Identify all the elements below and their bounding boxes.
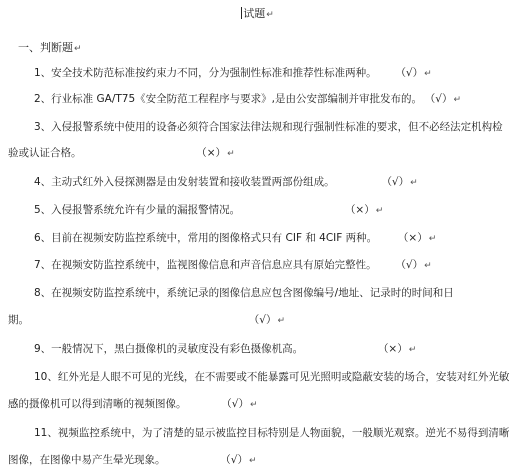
question-8: 8、在视频安防监控系统中，系统记录的图像信息应包含图像编号/地址、记录时的时间和日 bbox=[34, 287, 454, 299]
answer-mark: （√） bbox=[400, 67, 424, 79]
section-heading: 一、判断题↵ bbox=[18, 41, 82, 54]
answer-mark: （√） bbox=[226, 398, 249, 410]
answer-mark: （×） bbox=[383, 343, 408, 355]
question-11: 11、视频监控系统中，为了清楚的显示被监控目标特别是人物面貌，一般顺光观察。逆光不易得到清晰 bbox=[34, 427, 510, 439]
question-3: 3、入侵报警系统中使用的设备必须符合国家法律法规和现行强制性标准的要求，但不必经法定机构检 bbox=[34, 121, 503, 133]
question-1: 1、安全技术防范标准按约束力不同，分为强制性标准和推荐性标准两种。 （√）↵ bbox=[34, 67, 432, 79]
answer-mark: （√） bbox=[254, 314, 277, 326]
document-title: 试题↵ bbox=[243, 7, 274, 20]
question-4: 4、主动式红外入侵探测器是由发射装置和接收装置两部份组成。 （√）↵ bbox=[34, 176, 418, 188]
question-5: 5、入侵报警系统允许有少量的漏报警情况。 （×）↵ bbox=[34, 204, 384, 216]
question-10: 10、红外光是人眼不可见的光线，在不需要或不能暴露可见光照明或隐蔽安装的场合，安装对红外光敏 bbox=[34, 371, 510, 383]
question-10-continued: 感的摄像机可以得到清晰的视频图像。 （√）↵ bbox=[8, 398, 258, 410]
question-3-continued: 验或认证合格。 （×）↵ bbox=[8, 147, 235, 159]
question-2: 2、行业标准 GA/T75《安全防范工程程序与要求》,是由公安部编制并审批发布的。 （√）↵ bbox=[34, 93, 461, 105]
question-6: 6、目前在视频安防监控系统中，常用的图像格式只有 CIF 和 4CIF 两种。 （×）↵ bbox=[34, 232, 437, 244]
answer-mark: （√） bbox=[225, 454, 248, 466]
answer-mark: （√） bbox=[430, 93, 453, 105]
question-11-continued: 图像，在图像中易产生晕光现象。 （√）↵ bbox=[8, 454, 257, 466]
question-8-continued: 期。 （√）↵ bbox=[8, 314, 285, 326]
answer-mark: （√） bbox=[386, 176, 410, 188]
answer-mark: （√） bbox=[400, 259, 424, 271]
answer-mark: （×） bbox=[403, 232, 428, 244]
answer-mark: （×） bbox=[350, 204, 375, 216]
answer-mark: （×） bbox=[201, 147, 227, 159]
question-7: 7、在视频安防监控系统中，监视图像信息和声音信息应具有原始完整性。 （√）↵ bbox=[34, 259, 432, 271]
question-9: 9、一般情况下，黑白摄像机的灵敏度没有彩色摄像机高。 （×）↵ bbox=[34, 343, 417, 355]
